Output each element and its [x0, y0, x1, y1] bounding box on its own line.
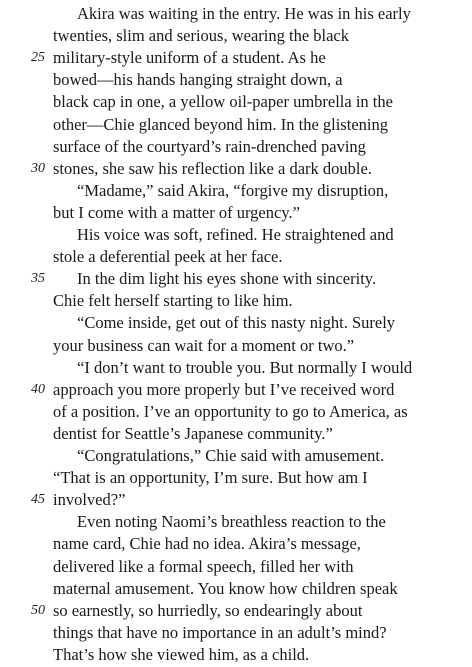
text-line: so earnestly, so hurriedly, so endearingly about	[53, 601, 363, 620]
line-number: 50	[31, 603, 45, 618]
line-number: 45	[31, 492, 45, 507]
text-line: involved?”	[53, 490, 126, 509]
line-number: 25	[31, 50, 45, 65]
text-line: dentist for Seattle’s Japanese community.”	[53, 424, 333, 443]
text-line: your business can wait for a moment or two.”	[53, 336, 355, 355]
text-line: In the dim light his eyes shone with sincerity.	[77, 269, 377, 288]
text-line: delivered like a formal speech, filled her with	[53, 557, 354, 576]
text-line: His voice was soft, refined. He straightened and	[77, 225, 394, 244]
text-line: Even noting Naomi’s breathless reaction to the	[77, 512, 386, 531]
text-line: Chie felt herself starting to like him.	[53, 291, 293, 310]
line-number: 35	[31, 271, 45, 286]
text-line: twenties, slim and serious, wearing the black	[53, 26, 350, 45]
text-line: maternal amusement. You know how children speak	[53, 579, 398, 598]
text-line: “I don’t want to trouble you. But normally I would	[77, 358, 413, 377]
text-line: stones, she saw his reflection like a dark double.	[53, 159, 372, 178]
text-line: bowed—his hands hanging straight down, a	[53, 70, 343, 89]
text-line: “Madame,” said Akira, “forgive my disruption,	[77, 181, 389, 200]
text-line: military-style uniform of a student. As he	[53, 48, 326, 67]
text-line: things that have no importance in an adult’s mind?	[53, 623, 387, 642]
text-line: of a position. I’ve an opportunity to go to America, as	[53, 402, 408, 421]
text-line: That’s how she viewed him, as a child.	[53, 645, 310, 664]
text-line: “Come inside, get out of this nasty night. Surely	[77, 313, 396, 332]
line-number: 30	[31, 161, 45, 176]
text-line: other—Chie glanced beyond him. In the glistening	[53, 115, 388, 134]
text-line: but I come with a matter of urgency.”	[53, 203, 300, 222]
text-line: surface of the courtyard’s rain-drenched paving	[53, 137, 366, 156]
text-line: “That is an opportunity, I’m sure. But how am I	[53, 468, 368, 487]
text-line: black cap in one, a yellow oil-paper umbrella in the	[53, 92, 393, 111]
text-line: name card, Chie had no idea. Akira’s message,	[53, 534, 361, 553]
text-line: approach you more properly but I’ve received word	[53, 380, 395, 399]
line-number: 40	[31, 382, 45, 397]
text-line: Akira was waiting in the entry. He was in his early	[77, 4, 411, 23]
text-line: stole a deferential peek at her face.	[53, 247, 283, 266]
text-line: “Congratulations,” Chie said with amusement.	[77, 446, 385, 465]
